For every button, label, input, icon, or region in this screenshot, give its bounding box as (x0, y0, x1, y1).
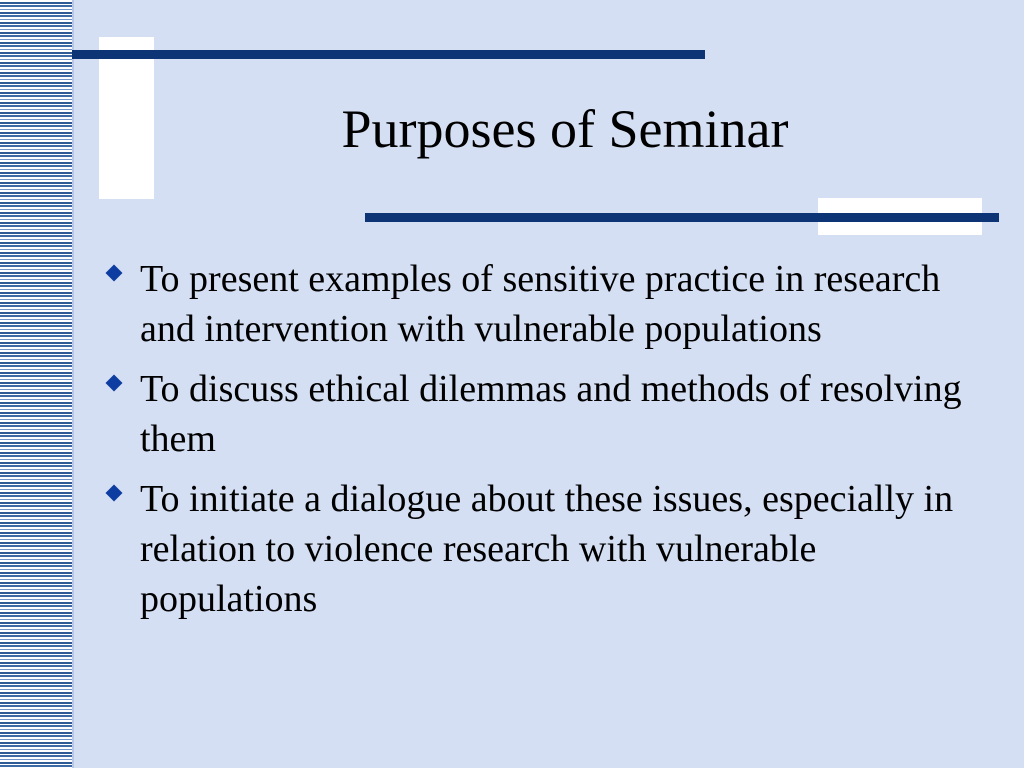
left-striped-band (0, 0, 72, 768)
title-underline-bar (365, 213, 999, 222)
diamond-bullet-icon (106, 485, 123, 502)
bullet-text: To present examples of sensitive practice in research and intervention with vulnerable populations (140, 258, 941, 350)
diamond-bullet-icon (106, 375, 123, 392)
top-white-block (99, 37, 154, 199)
bullet-item (104, 474, 984, 624)
bullet-item (104, 364, 984, 464)
top-accent-bar (72, 50, 705, 59)
bullet-text: To discuss ethical dilemmas and methods of resolving them (140, 368, 962, 460)
diamond-bullet-icon (106, 265, 123, 282)
bullet-list (104, 254, 984, 634)
bullet-text: To initiate a dialogue about these issues, especially in relation to violence research with vulnerable populations (140, 478, 954, 620)
slide-title: Purposes of Seminar (341, 99, 789, 159)
bullet-item (104, 254, 984, 354)
left-band-edge (72, 0, 74, 768)
